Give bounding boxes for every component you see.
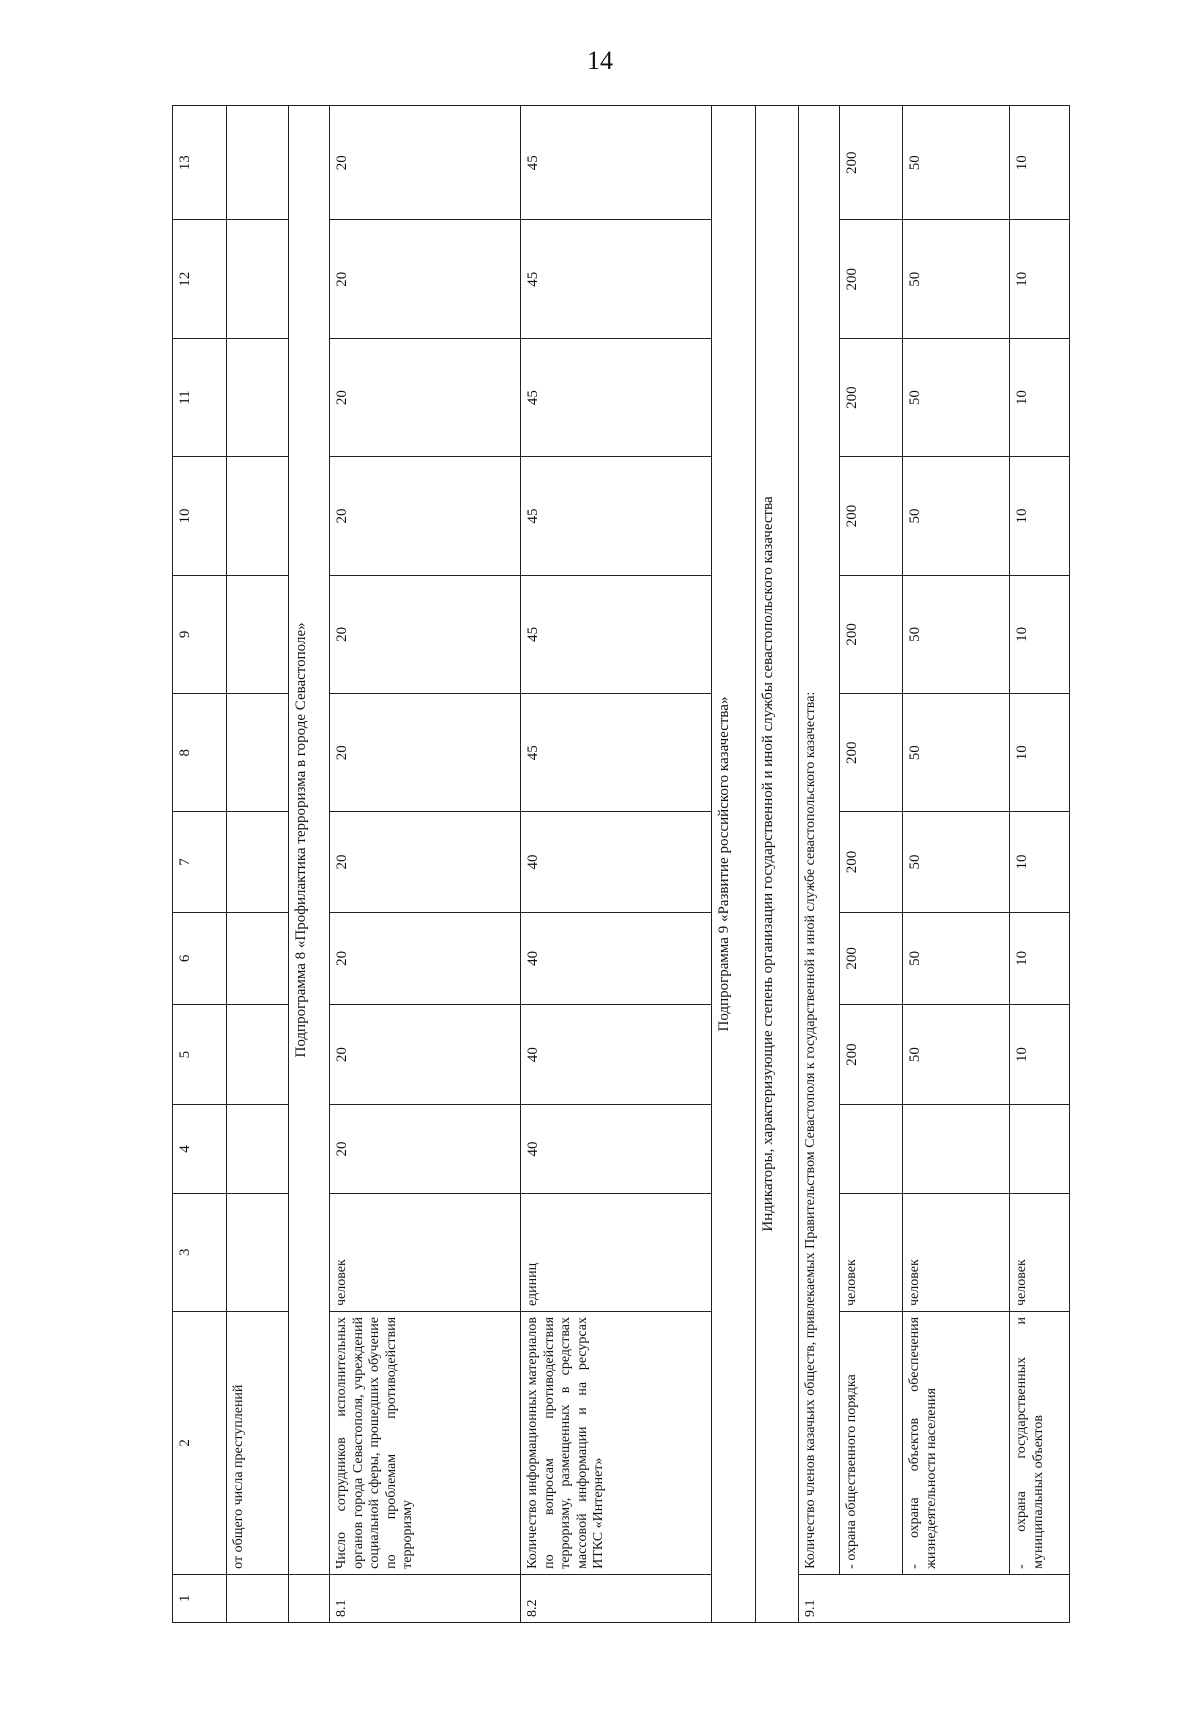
- value-cell: 45: [521, 220, 712, 338]
- value-cell: 20: [330, 220, 521, 338]
- value-cell: 200: [839, 575, 903, 693]
- continuation-text: от общего числа преступлений: [227, 1311, 289, 1574]
- subprogram9-row: [712, 106, 755, 1623]
- value-cell: 200: [839, 338, 903, 456]
- value-cell: 45: [521, 457, 712, 575]
- value-cell: [839, 1105, 903, 1193]
- subprogram8-row: [289, 106, 330, 1623]
- value-cell: 200: [839, 912, 903, 1004]
- subrow-label: - охрана объектов обеспечения жизнедеятельности населения: [903, 1311, 1010, 1574]
- value-cell: 200: [839, 457, 903, 575]
- value-cell: 40: [521, 1105, 712, 1193]
- header-cell: 1: [173, 1574, 227, 1622]
- row-8-2: [521, 106, 712, 1623]
- empty-cell: [227, 812, 289, 912]
- indicators-table: [172, 105, 1070, 1623]
- value-cell: 200: [839, 812, 903, 912]
- row-unit: человек: [330, 1193, 521, 1311]
- subrow-unit: человек: [903, 1193, 1010, 1311]
- value-cell: 10: [1010, 1005, 1070, 1105]
- row-9-1-lead: Количество членов казачьих обществ, привлекаемых Правительством Севастополя к государственной и иной службе севастопольского казачества:: [798, 106, 839, 1575]
- value-cell: 10: [1010, 220, 1070, 338]
- header-cell: 9: [173, 575, 227, 693]
- subrow-label: - охрана государственных и муниципальных объектов: [1010, 1311, 1070, 1574]
- indicators-heading-row: [755, 106, 798, 1623]
- row-index: 8.1: [330, 1574, 521, 1622]
- row-9-1: [798, 106, 839, 1623]
- value-cell: 20: [330, 912, 521, 1004]
- header-cell: 10: [173, 457, 227, 575]
- value-cell: 45: [521, 575, 712, 693]
- row-8-1: [330, 106, 521, 1623]
- value-cell: 50: [903, 575, 1010, 693]
- value-cell: 10: [1010, 912, 1070, 1004]
- index-cell: [289, 1574, 330, 1622]
- value-cell: 45: [521, 106, 712, 221]
- value-cell: 50: [903, 220, 1010, 338]
- value-cell: 20: [330, 106, 521, 221]
- value-cell: 10: [1010, 812, 1070, 912]
- value-cell: 50: [903, 106, 1010, 221]
- rotated-table-container: [172, 105, 1070, 1623]
- header-cell: 13: [173, 106, 227, 221]
- subrow-unit: человек: [1010, 1193, 1070, 1311]
- header-cell: 8: [173, 694, 227, 812]
- value-cell: 50: [903, 338, 1010, 456]
- subrow-label: - охрана общественного порядка: [839, 1311, 903, 1574]
- header-cell: 2: [173, 1311, 227, 1574]
- header-cell: 7: [173, 812, 227, 912]
- value-cell: 200: [839, 1005, 903, 1105]
- empty-cell: [227, 1105, 289, 1193]
- value-cell: 20: [330, 338, 521, 456]
- empty-cell: [227, 912, 289, 1004]
- value-cell: 50: [903, 694, 1010, 812]
- header-cell: 5: [173, 1005, 227, 1105]
- indicators-heading: Индикаторы, характеризующие степень организации государственной и иной службы севастопольского казачества: [755, 106, 798, 1623]
- subrow: [839, 106, 903, 1623]
- value-cell: 45: [521, 694, 712, 812]
- value-cell: 20: [330, 1105, 521, 1193]
- header-cell: 12: [173, 220, 227, 338]
- empty-cell: [227, 1193, 289, 1311]
- value-cell: 40: [521, 912, 712, 1004]
- value-cell: 50: [903, 912, 1010, 1004]
- row-index: 8.2: [521, 1574, 712, 1622]
- value-cell: 10: [1010, 575, 1070, 693]
- row-unit: единиц: [521, 1193, 712, 1311]
- index-cell: [227, 1574, 289, 1622]
- value-cell: [1010, 1105, 1070, 1193]
- subrow: [903, 106, 1010, 1623]
- subprogram9-title: Подпрограмма 9 «Развитие российского казачества»: [712, 106, 755, 1623]
- header-cell: 11: [173, 338, 227, 456]
- empty-cell: [227, 220, 289, 338]
- value-cell: 200: [839, 220, 903, 338]
- value-cell: 40: [521, 1005, 712, 1105]
- subrow-unit: человек: [839, 1193, 903, 1311]
- header-cell: 4: [173, 1105, 227, 1193]
- continuation-row: [227, 106, 289, 1623]
- subrow: [1010, 106, 1070, 1623]
- value-cell: 45: [521, 338, 712, 456]
- empty-cell: [227, 1005, 289, 1105]
- value-cell: 40: [521, 812, 712, 912]
- value-cell: 10: [1010, 694, 1070, 812]
- row-description: Количество информационных материалов по вопросам противодействия терроризму, размещенных в средствах массовой информации и на ресурсах ИТКС «Интернет»: [521, 1311, 712, 1574]
- value-cell: 20: [330, 812, 521, 912]
- header-cell: 6: [173, 912, 227, 1004]
- value-cell: 20: [330, 575, 521, 693]
- row-index: 9.1: [798, 1574, 1069, 1622]
- value-cell: 200: [839, 694, 903, 812]
- value-cell: 10: [1010, 106, 1070, 221]
- empty-cell: [227, 694, 289, 812]
- rotated-table-frame: [172, 105, 1070, 1623]
- value-cell: 200: [839, 106, 903, 221]
- value-cell: [903, 1105, 1010, 1193]
- empty-cell: [227, 106, 289, 221]
- subprogram8-title: Подпрограмма 8 «Профилактика терроризма в городе Севастополе»: [289, 106, 330, 1575]
- header-row: [173, 106, 227, 1623]
- row-description: Число сотрудников исполнительных органов города Севастополя, учреждений социальной сферы, прошедших обучение по проблемам противодействия терроризму: [330, 1311, 521, 1574]
- value-cell: 50: [903, 1005, 1010, 1105]
- value-cell: 50: [903, 457, 1010, 575]
- value-cell: 10: [1010, 457, 1070, 575]
- empty-cell: [227, 457, 289, 575]
- value-cell: 10: [1010, 338, 1070, 456]
- value-cell: 20: [330, 1005, 521, 1105]
- header-cell: 3: [173, 1193, 227, 1311]
- empty-cell: [227, 338, 289, 456]
- value-cell: 20: [330, 694, 521, 812]
- value-cell: 50: [903, 812, 1010, 912]
- value-cell: 20: [330, 457, 521, 575]
- empty-cell: [227, 575, 289, 693]
- page-number: 14: [587, 46, 613, 75]
